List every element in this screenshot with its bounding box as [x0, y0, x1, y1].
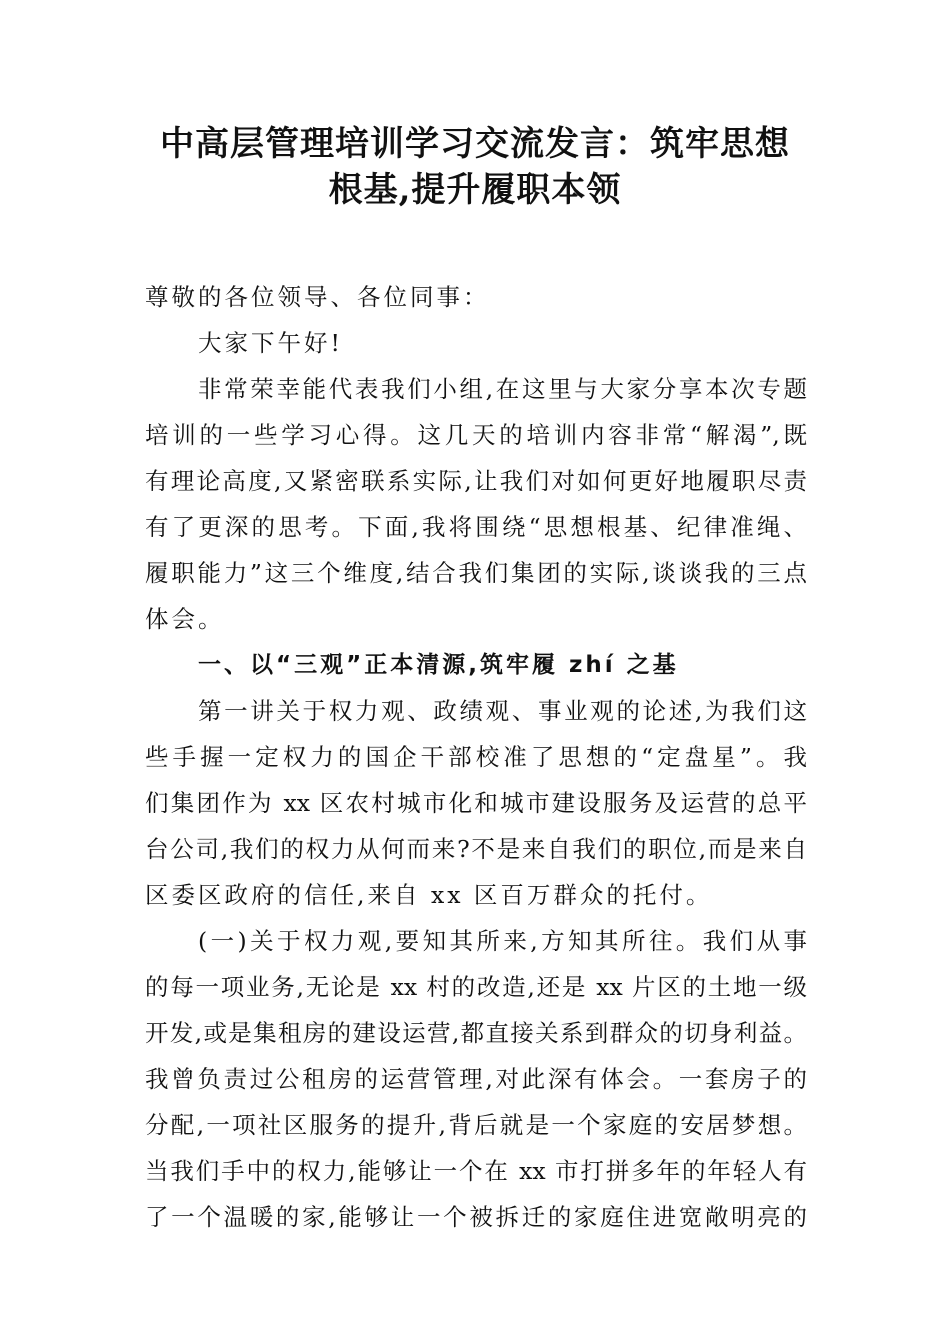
paragraph-line: 开发,或是集租房的建设运营,都直接关系到群众的切身利益。	[145, 1019, 807, 1047]
document-title-line-1: 中高层管理培训学习交流发言：筑牢思想	[160, 124, 790, 164]
paragraph-line: 台公司,我们的权力从何而来?不是来自我们的职位,而是来自	[145, 835, 807, 863]
paragraph-line: 尊敬的各位领导、各位同事：	[145, 283, 490, 311]
paragraph-line: 分配,一项社区服务的提升,背后就是一个家庭的安居梦想。	[145, 1111, 807, 1139]
document-body	[145, 274, 807, 1240]
paragraph-line: (一)关于权力观,要知其所来,方知其所往。我们从事	[198, 927, 807, 955]
paragraph-line: 大家下午好!	[198, 329, 343, 357]
paragraph-line: 们集团作为 xx 区农村城市化和城市建设服务及运营的总平	[145, 789, 807, 817]
paragraph-line: 我曾负责过公租房的运营管理,对此深有体会。一套房子的	[145, 1065, 807, 1093]
paragraph-line: 体会。	[145, 605, 225, 633]
document-title-line-2: 根基,提升履职本领	[328, 170, 622, 210]
paragraph-line: 培训的一些学习心得。这几天的培训内容非常“解渴”,既	[145, 421, 807, 449]
paragraph-line: 有理论高度,又紧密联系实际,让我们对如何更好地履职尽责	[145, 467, 807, 495]
paragraph-line: 非常荣幸能代表我们小组,在这里与大家分享本次专题	[198, 375, 807, 403]
paragraph-line: 的每一项业务,无论是 xx 村的改造,还是 xx 片区的土地一级	[145, 973, 807, 1001]
paragraph-line: 履职能力”这三个维度,结合我们集团的实际,谈谈我的三点	[145, 559, 807, 587]
paragraph-line: 第一讲关于权力观、政绩观、事业观的论述,为我们这	[198, 697, 807, 725]
section-heading: 一、以“三观”正本清源,筑牢履 zhí 之基	[198, 652, 679, 678]
paragraph-line: 了一个温暖的家,能够让一个被拆迁的家庭住进宽敞明亮的	[145, 1203, 807, 1231]
paragraph-line: 些手握一定权力的国企干部校准了思想的“定盘星”。我	[145, 743, 807, 771]
paragraph-line: 区委区政府的信任,来自 xx 区百万群众的托付。	[145, 881, 713, 909]
paragraph-line: 当我们手中的权力,能够让一个在 xx 市打拼多年的年轻人有	[145, 1157, 807, 1185]
paragraph-line: 有了更深的思考。下面,我将围绕“思想根基、纪律准绳、	[145, 513, 807, 541]
